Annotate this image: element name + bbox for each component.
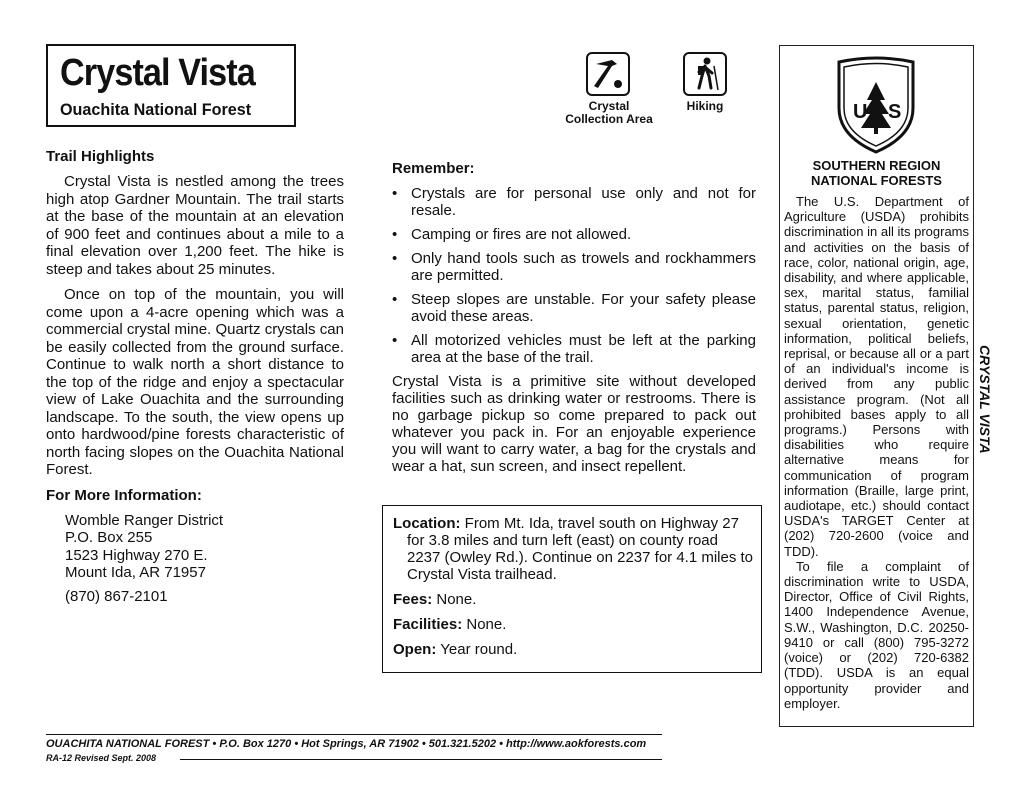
- address-line: Womble Ranger District: [65, 511, 224, 529]
- list-item: • All motorized vehicles must be left at the parking area at the base of the trail.: [392, 332, 756, 366]
- hiking-label: Hiking: [686, 99, 724, 113]
- middle-column: [392, 160, 756, 475]
- national-forests-heading: NATIONAL FORESTS: [811, 173, 942, 188]
- facilities-label: Facilities:: [393, 616, 463, 633]
- crystal-collection-label: Crystal Collection Area: [565, 99, 653, 126]
- open-text: Year round.: [440, 641, 518, 658]
- rock-hammer-icon: [586, 52, 630, 96]
- remember-heading: Remember:: [392, 160, 475, 177]
- fees-info: [393, 591, 755, 608]
- facilities-text: None.: [466, 616, 507, 633]
- address-block: [65, 512, 344, 606]
- revision-note: RA-12 Revised Sept. 2008: [46, 753, 157, 763]
- facilities-info: [393, 616, 755, 633]
- list-item: • Camping or fires are not allowed.: [392, 226, 756, 243]
- list-item: • Crystals are for personal use only and not for resale.: [392, 185, 756, 219]
- address-line: P.O. Box 255: [65, 529, 153, 546]
- usda-statement-paragraph-1: The U.S. Department of Agriculture (USDA) prohibits discrimination in all its programs and activities on the basis of race, color, national origin, age, disability, and where applicable, sex, marital status, familial status, parental status, religion, sexual orientation, genetic information, political beliefs, reprisal, or because all or a part of an individual's income is derived from any public assistance program. (Not all prohibited bases apply to all programs.) Persons with disabilities who require alternative means for communication of program information (Braille, large print, audiotape, etc.) should contact USDA's TARGET Center at (202) 720-2600 (voice and TDD).: [784, 194, 969, 559]
- address-line: Mount Ida, AR 71957: [65, 564, 206, 581]
- page-subtitle: Ouachita National Forest: [60, 100, 252, 119]
- list-item: • Only hand tools such as trowels and rockhammers are permitted.: [392, 250, 756, 284]
- southern-region-heading: SOUTHERN REGION: [812, 158, 941, 173]
- left-column: [46, 148, 344, 605]
- vertical-title: CRYSTAL VISTA: [977, 345, 993, 454]
- svg-text:U: U: [853, 101, 868, 123]
- fees-text: None.: [436, 591, 477, 608]
- trail-highlights-heading: Trail Highlights: [46, 148, 155, 165]
- highlights-paragraph-1: Crystal Vista is nestled among the trees high atop Gardner Mountain. The trail starts at the base of the mountain at an elevation of 900 feet and continues about a mile to a final elevation over 1,200 feet. The hike is steep and takes about 25 minutes.: [46, 173, 344, 278]
- location-text: From Mt. Ida, travel south on Highway 27 for 3.8 miles and turn left (east) on county road 2237 (Owley Rd.). Continue on 2237 for 4.1 miles to Crystal Vista trailhead.: [407, 515, 754, 583]
- title-box: [46, 44, 296, 127]
- page-title: Crystal Vista: [60, 52, 255, 94]
- footer-rule-top: [46, 734, 662, 735]
- usda-sidebar: [779, 45, 974, 727]
- location-info: [393, 515, 755, 583]
- phone-number: (870) 867-2101: [65, 587, 168, 605]
- footer-rule-bottom: [180, 759, 662, 760]
- forest-service-shield-icon: [833, 56, 919, 154]
- fees-label: Fees:: [393, 591, 433, 608]
- open-label: Open:: [393, 641, 437, 658]
- svg-text:S: S: [888, 101, 902, 123]
- open-info: [393, 641, 755, 658]
- list-item: • Steep slopes are unstable. For your safety please avoid these areas.: [392, 291, 756, 325]
- location-label: Location:: [393, 515, 461, 532]
- remember-list: [392, 185, 756, 366]
- highlights-paragraph-2: Once on top of the mountain, you will come upon a 4-acre opening which was a commercial crystal mine. Quartz crystals can be easily collected from the ground surface. Continue to walk north a short distance to the top of the ridge and enjoy a spectacular view of Lake Ouachita and the surrounding landscape. To the south, the view opens up onto hardwood/pine forests characteristic of north facing slopes on the Ouachita National Forest.: [46, 286, 344, 478]
- primitive-site-paragraph: Crystal Vista is a primitive site without developed facilities such as drinking water or restrooms. There is no garbage pickup so come prepared to pack out whatever you pack in. For an enjoyable experience you will want to carry water, a bag for the crystals and wear a hat, sun screen, and insect repellent.: [392, 373, 756, 475]
- hiker-icon: [683, 52, 727, 96]
- footer-contact-line: OUACHITA NATIONAL FOREST • P.O. Box 1270 • Hot Springs, AR 71902 • 501.321.5202 • http://www.aokforests.com: [46, 738, 647, 750]
- address-line: 1523 Highway 270 E.: [65, 546, 208, 564]
- more-info-heading: For More Information:: [46, 486, 202, 504]
- location-box: [382, 505, 762, 673]
- usda-statement-paragraph-2: To file a complaint of discrimination write to USDA, Director, Office of Civil Rights, 1400 Independence Avenue, S.W., Washington, D.C. 20250-9410 or call (800) 795-3272 (voice) or (202) 720-6382 (TDD). USDA is an equal opportunity provider and employer.: [784, 558, 969, 711]
